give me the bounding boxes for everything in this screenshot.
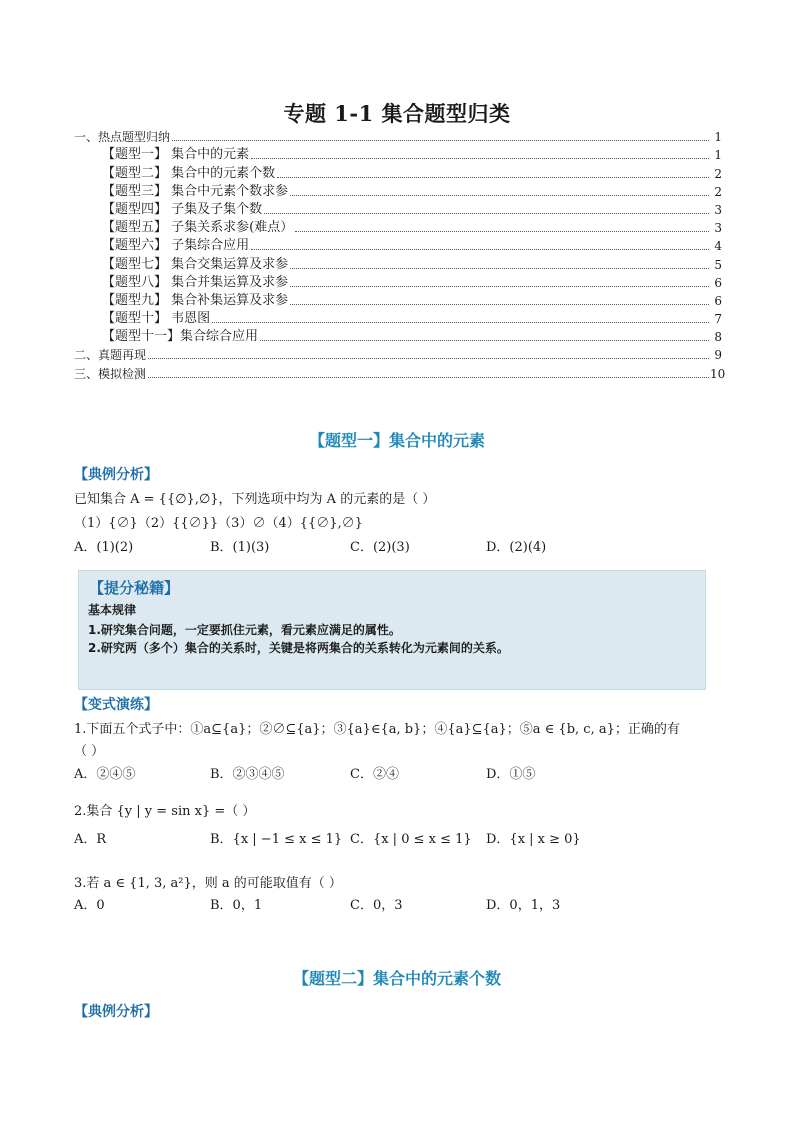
practice-q1: 1.下面五个式子中：①a⊆{a}；②∅⊆{a}；③{a}∈{a, b}；④{a}⊆{a}；⑤a ∈ {b, c, a}；正确的有 [74,722,680,737]
toc-entry-page: 7 [714,312,722,327]
toc-entry-label: 【题型四】 子集及子集个数 [102,201,263,217]
tips-line-1: 1.研究集合问题，一定要抓住元素，看元素应满足的属性。 [88,623,401,637]
toc-entry-page: 3 [714,221,722,236]
toc-entry[interactable] [74,328,722,346]
example-label: 【典例分析】 [74,467,158,483]
toc-leader-dots [148,377,709,378]
toc-leader-dots [260,340,709,341]
toc-entry-label: 【题型九】 集合补集运算及求参 [102,292,289,308]
toc-entry[interactable] [74,219,722,237]
tips-line-2: 2.研究两（多个）集合的关系时，关键是将两集合的关系转化为元素间的关系。 [88,641,509,655]
toc-entry[interactable] [74,146,722,164]
toc-entry-label: 【题型二】 集合中的元素个数 [102,165,276,181]
q3-option-d: D．0，1，3 [486,898,561,913]
q2-option-a: A．R [74,832,107,847]
toc-entry-page: 6 [714,275,722,290]
toc-entry-page: 9 [714,348,722,363]
toc-entry[interactable] [74,128,722,146]
q2-option-c: C．{x | 0 ≤ x ≤ 1} [350,832,472,847]
q1-option-d: D．①⑤ [486,767,536,782]
q2-option-d: D．{x | x ≥ 0} [486,832,581,847]
table-of-contents [74,128,726,383]
example-label-2: 【典例分析】 [74,1004,158,1020]
toc-leader-dots [251,158,709,159]
question-text: 已知集合 A = {{∅},∅}，下列选项中均为 A 的元素的是（ ） [74,492,436,507]
q1-option-b: B．②③④⑤ [210,767,285,782]
toc-entry-label: 【题型八】 集合并集运算及求参 [102,274,289,290]
toc-entry[interactable] [74,255,722,273]
toc-entry-page: 2 [714,166,722,181]
toc-entry[interactable] [74,364,726,382]
toc-entry[interactable] [74,310,722,328]
toc-entry-label: 【题型十】 韦恩图 [102,311,211,327]
toc-leader-dots [290,268,709,269]
toc-leader-dots [251,249,709,250]
toc-leader-dots [212,322,709,323]
option-b: B．(1)(3) [210,540,270,555]
toc-entry-label: 三、模拟检测 [74,366,147,381]
q3-option-c: C．0，3 [350,898,403,913]
toc-entry-label: 【题型六】 子集综合应用 [102,238,250,254]
toc-entry[interactable] [74,201,722,219]
option-a: A．(1)(2) [74,540,134,555]
option-c: C．(2)(3) [350,540,410,555]
practice-q3: 3.若 a ∈ {1, 3, a²}，则 a 的可能取值有（ ） [74,876,342,891]
page-title: 专题 1-1 集合题型归类 [283,101,511,126]
toc-leader-dots [290,286,709,287]
q2-option-b: B．{x | −1 ≤ x ≤ 1} [210,832,343,847]
toc-entry-page: 1 [714,130,722,145]
practice-q2: 2.集合 {y | y = sin x} =（ ） [74,804,256,819]
toc-leader-dots [172,140,709,141]
toc-entry-label: 二、真题再现 [74,348,147,363]
toc-entry-label: 【题型十一】集合综合应用 [102,329,259,345]
toc-leader-dots [148,358,709,359]
toc-entry[interactable] [74,164,722,182]
toc-leader-dots [290,304,709,305]
question-items: （1）{∅}（2）{{∅}}（3）∅（4）{{∅},∅} [74,516,363,531]
toc-entry-page: 6 [714,293,722,308]
option-d: D．(2)(4) [486,540,547,555]
toc-entry-page: 4 [714,239,722,254]
toc-entry-label: 一、热点题型归纳 [74,130,171,145]
toc-entry[interactable] [74,237,722,255]
toc-leader-dots [295,231,709,232]
toc-entry-page: 1 [714,148,722,163]
toc-entry-page: 2 [714,184,722,199]
toc-entry[interactable] [74,292,722,310]
toc-leader-dots [277,177,709,178]
q3-option-a: A．0 [74,898,105,913]
toc-entry[interactable] [74,183,722,201]
tips-box [78,570,706,690]
toc-entry[interactable] [74,274,722,292]
toc-entry-label: 【题型一】 集合中的元素 [102,147,250,163]
q1-option-a: A．②④⑤ [74,767,136,782]
tips-heading: 【提分秘籍】 [89,579,180,597]
toc-leader-dots [264,213,709,214]
toc-entry-page: 8 [714,330,722,345]
section-heading-type1: 【题型一】集合中的元素 [308,431,485,450]
toc-leader-dots [290,195,709,196]
practice-q1-blank: （ ） [74,744,105,759]
q1-option-c: C．②④ [350,767,399,782]
toc-entry[interactable] [74,346,722,364]
toc-entry-label: 【题型五】 子集关系求参(难点） [102,220,294,236]
toc-entry-label: 【题型七】 集合交集运算及求参 [102,256,289,272]
section-heading-type2: 【题型二】集合中的元素个数 [292,969,501,988]
toc-entry-page: 3 [714,202,722,217]
tips-subtitle: 基本规律 [88,603,137,617]
practice-label: 【变式演练】 [74,697,158,713]
q3-option-b: B．0，1 [210,898,263,913]
toc-entry-page: 10 [710,366,726,381]
toc-entry-page: 5 [714,257,722,272]
toc-entry-label: 【题型三】 集合中元素个数求参 [102,183,289,199]
